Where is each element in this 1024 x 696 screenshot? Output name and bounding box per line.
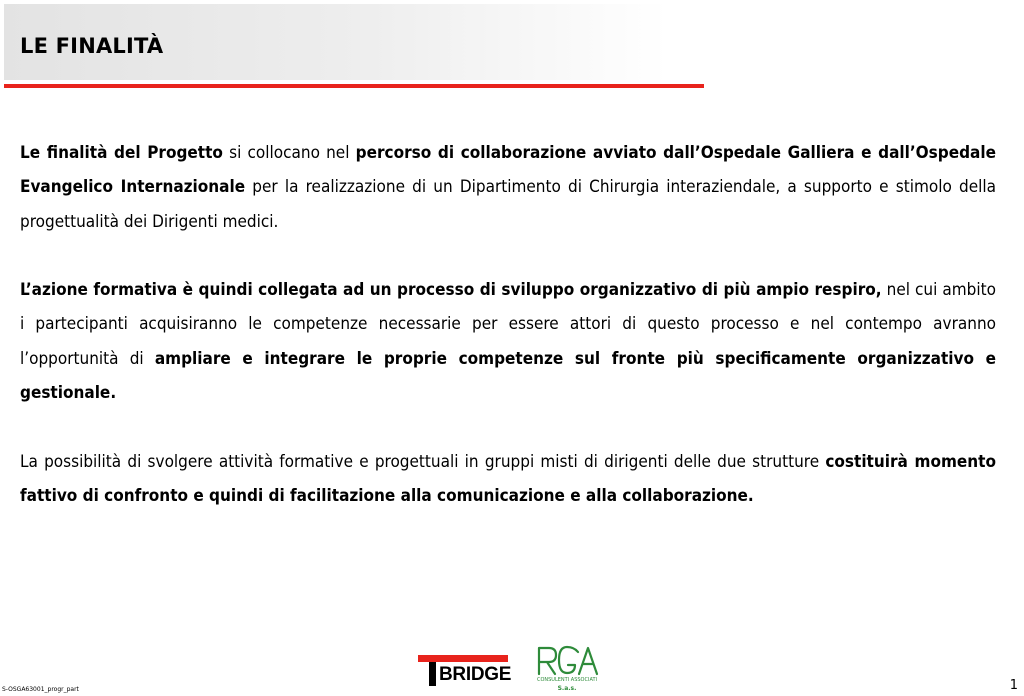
p2-bold-2: ampliare e integrare le proprie competenze sul fronte più specificamente organizzativo e gestionale. xyxy=(20,348,996,404)
p1-text-1: si collocano nel xyxy=(222,143,356,163)
document-code: S-OSGA63001_progr_part xyxy=(2,686,79,693)
p3-text-1: La possibilità di svolgere attività formative e progettuali in gruppi misti di dirigenti delle due strutture xyxy=(20,451,826,472)
body-text xyxy=(20,136,996,548)
paragraph-3 xyxy=(20,445,996,514)
title-bar xyxy=(4,4,668,80)
p1-text-2: per la realizzazione di un Dipartimento di Chirurgia interaziendale, a supporto e stimolo della progettualità dei Dirigenti medici. xyxy=(20,177,996,232)
p3-bold-1: costituirà momento fattivo di confronto e quindi di facilitazione alla comunicazione e alla collaborazione. xyxy=(20,451,997,506)
tbridge-logo-text: BRIDGE xyxy=(439,664,512,685)
paragraph-1 xyxy=(20,136,996,239)
tbridge-logo-bar xyxy=(418,655,508,662)
tbridge-logo xyxy=(418,655,514,689)
p2-text-1: nel cui ambito i partecipanti acquisiranno le competenze necessarie per essere attori di questo processo e nel contempo avranno l’opportunità di xyxy=(20,280,996,369)
p1-bold-1: Le finalità del Progetto xyxy=(20,143,223,163)
tbridge-logo-stem xyxy=(429,662,436,686)
rga-logo-icon xyxy=(534,643,600,677)
paragraph-2 xyxy=(20,273,996,410)
rga-logo xyxy=(534,643,600,695)
rga-logo-sas: S.a.s. xyxy=(557,685,577,692)
rga-logo-subtitle: CONSULENTI ASSOCIATI xyxy=(536,677,598,683)
title-divider xyxy=(4,84,704,88)
p1-bold-2: percorso di collaborazione avviato dall’Ospedale Galliera e dall’Ospedale Evangelico Internazionale xyxy=(20,143,996,198)
page-number: 1 xyxy=(1009,678,1018,693)
page-title: LE FINALITÀ xyxy=(20,34,164,58)
p2-bold-1: L’azione formativa è quindi collegata ad un processo di sviluppo organizzativo di più ampio respiro, xyxy=(20,280,882,301)
